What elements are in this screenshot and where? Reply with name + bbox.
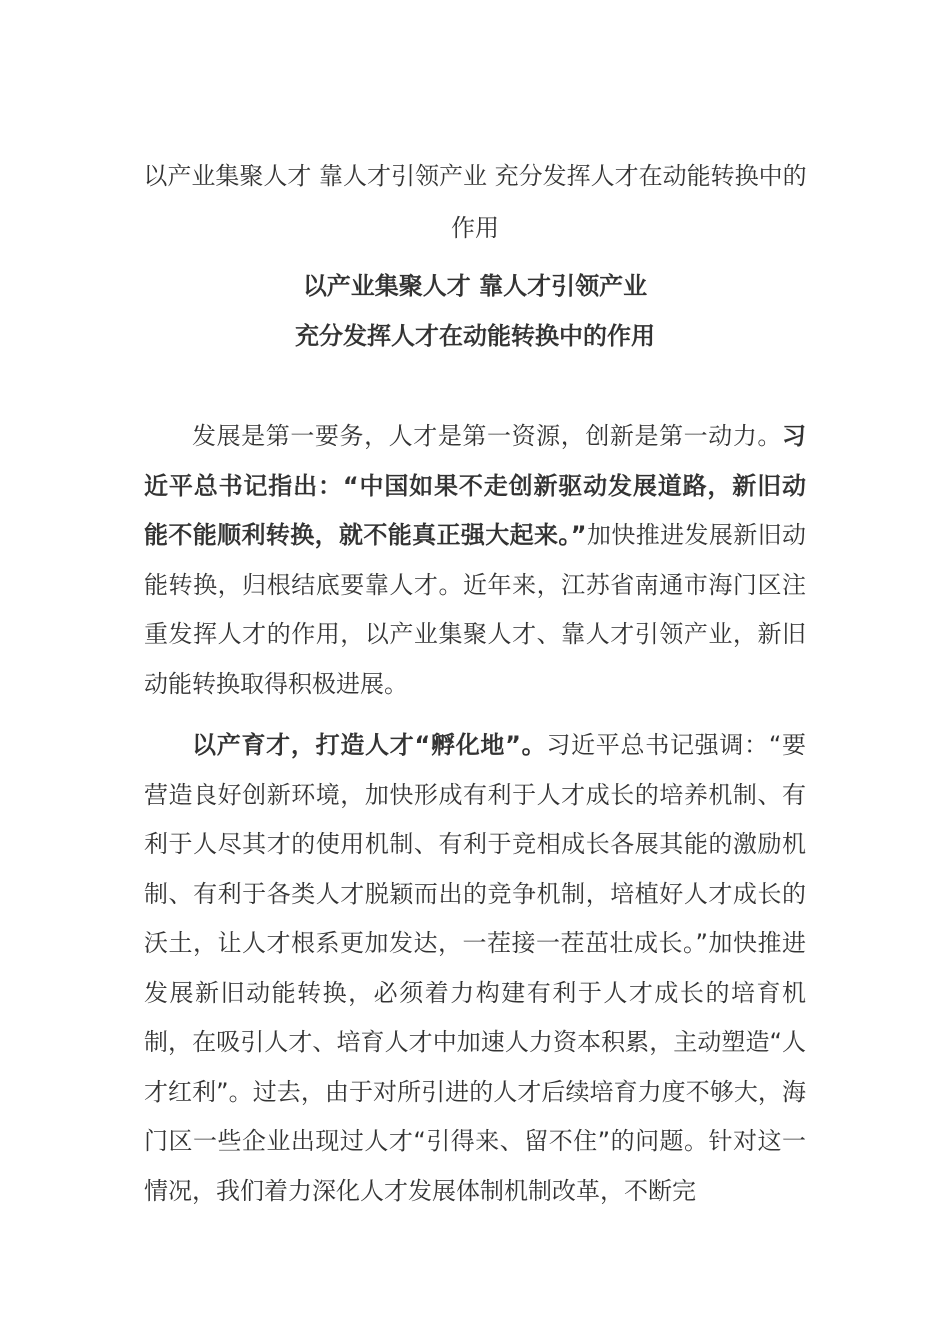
article-heading-line-1: 以产业集聚人才 靠人才引领产业 (302, 272, 648, 300)
paragraph-2-rest: 习近平总书记强调：“要营造良好创新环境，加快形成有利于人才成长的培养机制、有利于人尽其才的使用机制、有利于竞相成长各展其能的激励机制、有利于各类人才脱颖而出的竞争机制，培植好人才成长的沃土，让人才根系更加发达，一茬接一茬茁壮成长。”加快推进发展新旧动能转换，必须着力构建有利于人才成长的培育机制，在吸引人才、培育人才中加速人力资本积累，主动塑造“人才红利”。过去，由于对所引进的人才后续培育力度不够大，海门区一些企业出现过人才“引得来、留不住”的问题。针对这一情况，我们着力深化人才发展体制机制改革，不断完 (144, 731, 806, 1205)
document-title: 以产业集聚人才 靠人才引领产业 充分发挥人才在动能转换中的作用 (143, 162, 807, 242)
paragraph-2-subheading: 以产育才，打造人才“孵化地”。 (192, 731, 547, 759)
paragraph-1-rest: 加快推进发展新旧动能转换，归根结底要靠人才。近年来，江苏省南通市海门区注重发挥人才的作用，以产业集聚人才、靠人才引领产业，新旧动能转换取得积极进展。 (144, 521, 806, 698)
article-heading-line-2: 充分发挥人才在动能转换中的作用 (295, 322, 655, 350)
paragraph-1-quote: 习近平总书记指出：“中国如果不走创新驱动发展道路，新旧动能不能顺利转换，就不能真正强大起来。” (144, 422, 806, 549)
body-paragraph-1 (144, 412, 806, 709)
body-paragraph-2 (144, 721, 806, 1216)
paragraph-1-lead: 发展是第一要务，人才是第一资源，创新是第一动力。 (192, 422, 782, 450)
